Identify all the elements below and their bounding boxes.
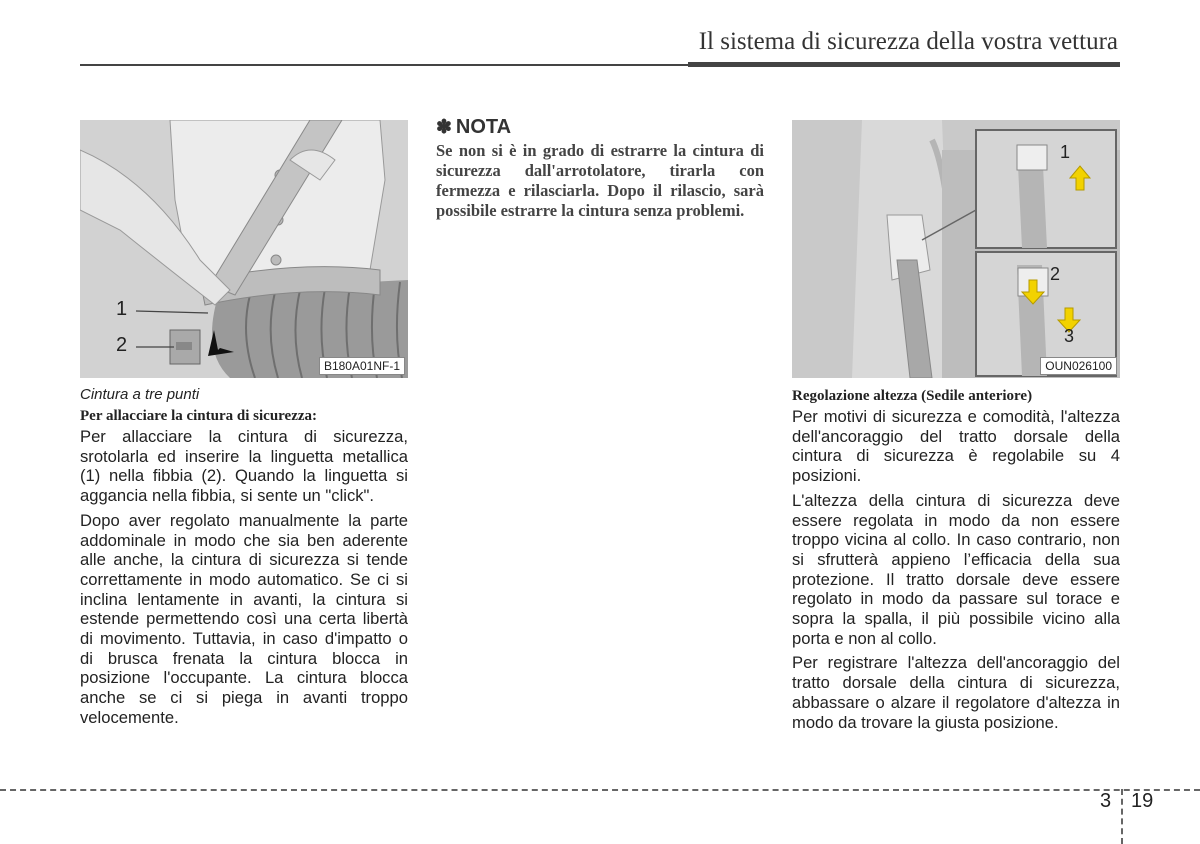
note-title: NOTA	[455, 116, 512, 138]
seatbelt-drawing	[80, 120, 408, 378]
callout-2: 2	[116, 334, 128, 356]
paragraph: Dopo aver regolato manualmente la parte addominale in modo che sia ben aderente alle anche, la cintura di sicurezza si tende correttamente in modo automatico. Se ci si inclina lentamente in avanti, la cintura si estende permettendo così una certa libertà di movimento. Tuttavia, in caso d'impatto o di brusca frenata la cintura blocca in posizione l'occupante. La cintura blocca anche se ci si piega in avanti troppo velocemente.	[80, 510, 408, 727]
section-subheading: Regolazione altezza (Sedile anteriore)	[792, 388, 1033, 404]
footer-rule	[0, 789, 1200, 791]
left-column	[80, 120, 408, 733]
figure-code: OUN026100	[1040, 357, 1117, 375]
note-heading	[436, 116, 764, 139]
footer-divider	[1121, 789, 1123, 844]
paragraph: Per allacciare la cintura di sicurezza, srotolarla ed inserire la linguetta metallica (1) nella fibbia (2). Quando la linguetta si aggancia nella fibbia, si sente un "click".	[80, 427, 408, 506]
middle-column	[436, 116, 764, 221]
note-text: Se non si è in grado di estrarre la cintura di sicurezza dall'arrotolatore, tirarla con fermezza e rilasciarla. Dopo il rilascio, sarà possibile estrarre la cintura senza problemi.	[436, 141, 764, 220]
seatbelt-fastening-illustration	[80, 120, 408, 378]
section-subheading: Per allacciare la cintura di sicurezza:	[80, 408, 318, 424]
callout-3: 3	[1064, 326, 1075, 346]
paragraph: Per registrare l'altezza dell'ancoraggio del tratto dorsale della cintura di sicurezza, abbassare o alzare il regolatore d'altezza in modo da trovare la giusta posizione.	[792, 653, 1120, 732]
callout-1: 1	[1060, 142, 1071, 162]
paragraph: L'altezza della cintura di sicurezza deve essere regolata in modo da non essere troppo vicina al collo. In caso contrario, non si sfrutterà appieno l’efficacia della sua protezione. Il tratto dorsale deve essere regolato in modo da passare sul torace e sopra la spalla, il più possibile vicino alla porta e non al collo.	[792, 490, 1120, 648]
figure-code: B180A01NF-1	[319, 357, 405, 375]
page-number: 19	[1131, 790, 1154, 812]
height-adjuster-illustration	[792, 120, 1120, 378]
asterisk-icon: ✽	[436, 117, 452, 138]
chapter-number: 3	[1100, 790, 1112, 812]
header-rule-accent	[688, 62, 1120, 67]
callout-2: 2	[1050, 264, 1061, 284]
page-header-title: Il sistema di sicurezza della vostra vettura	[698, 28, 1118, 55]
callout-1: 1	[116, 298, 128, 320]
right-column	[792, 120, 1120, 737]
paragraph: Per motivi di sicurezza e comodità, l'altezza dell'ancoraggio del tratto dorsale della cintura di sicurezza è regolabile su 4 posizioni.	[792, 407, 1120, 486]
figure-caption: Cintura a tre punti	[80, 386, 200, 403]
